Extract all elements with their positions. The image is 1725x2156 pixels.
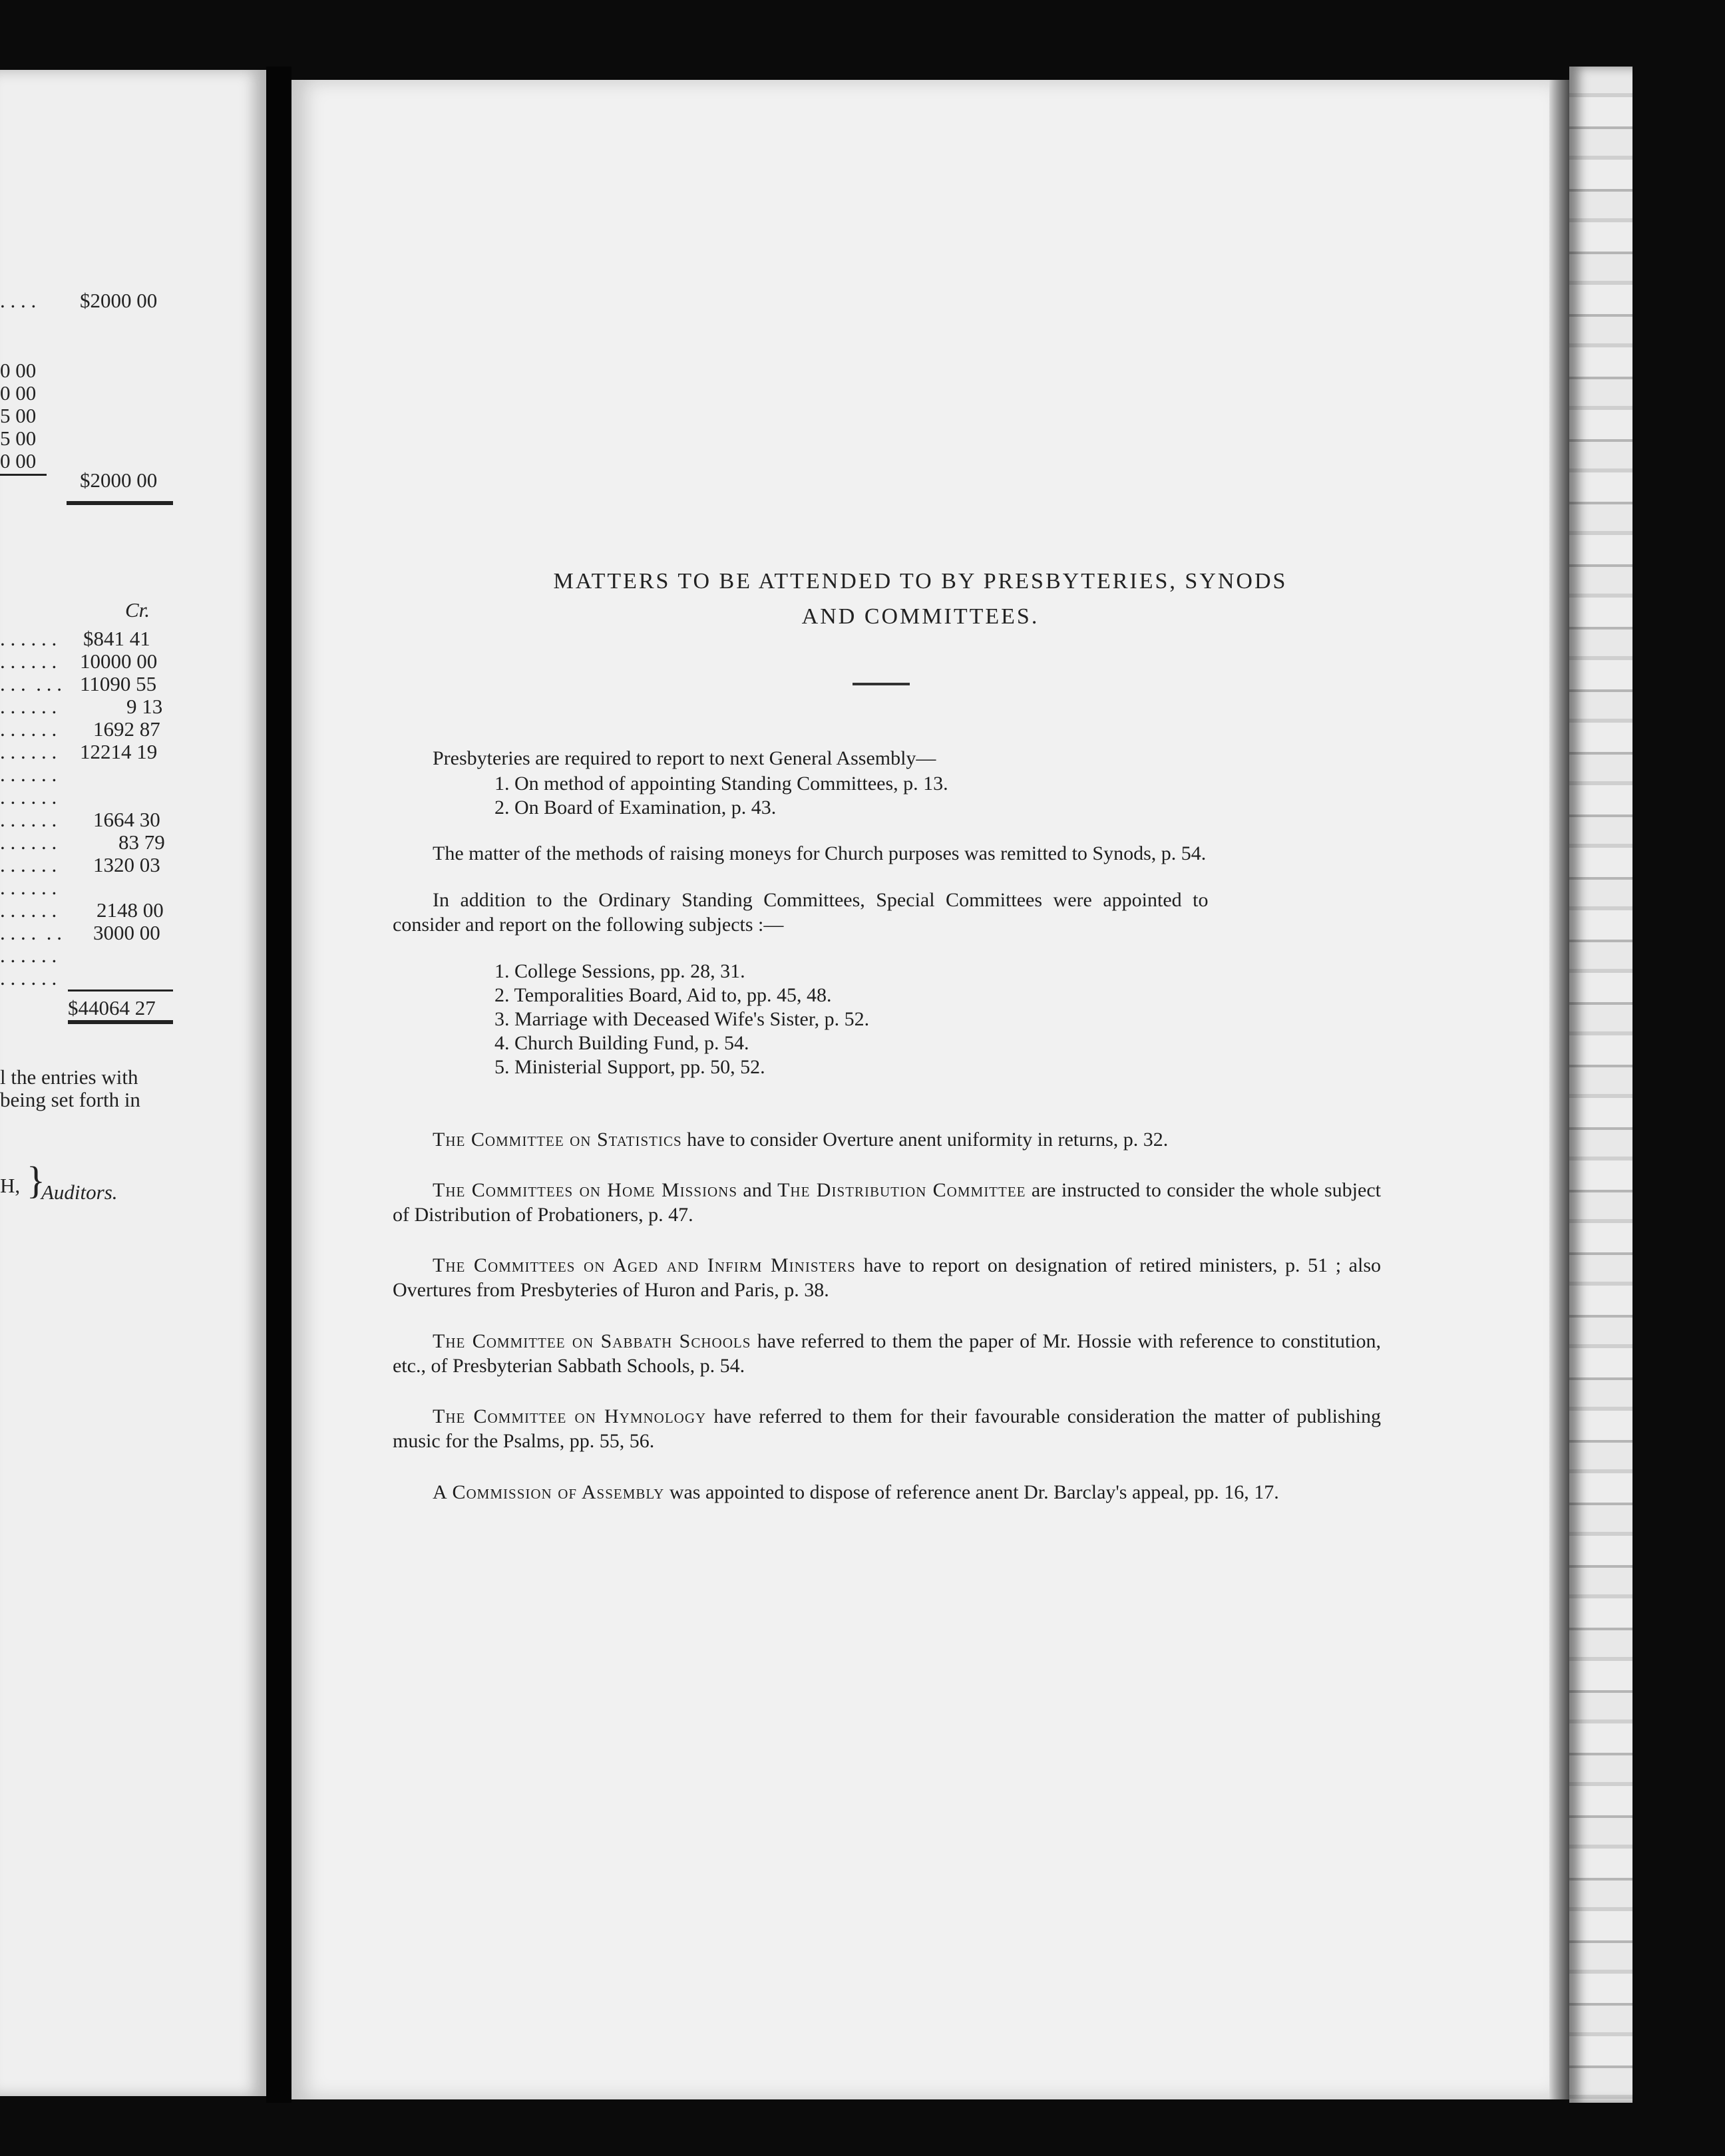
presbyteries-item: 1. On method of appointing Standing Committees, p. 13. [494,773,948,795]
leader-dots: . . . . . . [0,966,57,989]
leader-dots: . . . . . . [0,785,57,808]
page-edge-shadow [1549,80,1569,2099]
page-stack-edge [1569,67,1632,2103]
cr-amount: $841 41 [83,627,150,650]
leader-dots: . . . . . . [0,921,62,944]
leader-dots: . . . . . . [0,672,62,695]
note-line: being set forth in [0,1088,140,1111]
partial-amount: 5 00 [0,427,37,450]
leader-dots: . . . . . . [0,717,57,741]
book-gutter [266,67,291,2103]
hymnology-paragraph [393,1404,1381,1453]
sum-rule [0,474,47,476]
subject-item: 1. College Sessions, pp. 28, 31. [494,960,745,982]
cr-amount: 1664 30 [93,808,160,831]
subject-item: 5. Ministerial Support, pp. 50, 52. [494,1056,765,1078]
cr-amount: 2148 00 [96,898,164,922]
committee-name: The Committees on Aged and Infirm Ministers [433,1254,856,1276]
sum-rule [68,989,173,991]
sabbath-schools-paragraph [393,1329,1381,1378]
leader-dots: . . . . . . [0,649,57,673]
leader-dots: . . . . . . [0,763,57,786]
special-committees-line1: In addition to the Ordinary Standing Committees, Special Committees were appointed to [433,889,1209,911]
page-title-line1: MATTERS TO BE ATTENDED TO BY PRESBYTERIES, SYNODS [553,569,1288,594]
aged-ministers-paragraph [393,1253,1381,1302]
main-page [291,80,1549,2099]
subject-item: 4. Church Building Fund, p. 54. [494,1032,749,1054]
subject-item: 3. Marriage with Deceased Wife's Sister, p. 52. [494,1008,870,1030]
partial-amount: 0 00 [0,449,37,472]
cr-amount: 1320 03 [93,853,160,876]
leader-dots: . . . . . . [0,944,57,967]
home-missions-paragraph [393,1178,1381,1227]
double-rule [68,1020,173,1024]
title-divider [853,683,910,685]
paragraph-text: have to report on designation of retired ministers, p. 51 ; also Overtures from Presbyteries of Huron and Paris, p. 38. [393,1254,1382,1301]
paragraph-text: was appointed to dispose of reference anent Dr. Barclay's appeal, pp. 16, 17. [664,1481,1279,1503]
brace-glyph: } [27,1159,45,1202]
auditors-label: Auditors. [41,1180,118,1204]
partial-amount: 0 00 [0,359,37,382]
cr-amount: 12214 19 [80,740,158,763]
special-committees-line2: consider and report on the following subjects :— [393,914,784,936]
auditors-prefix: H, [0,1174,21,1197]
paragraph-text: have referred to them for their favourable consideration the matter of publishing music for the Psalms, pp. 55, 56. [393,1405,1382,1452]
leader-dots: . . . . . . [0,740,57,763]
commission-paragraph [393,1480,1381,1505]
presbyteries-intro: Presbyteries are required to report to next General Assembly— [433,747,936,769]
total-top: $2000 00 [80,289,158,312]
page-title-line2: AND COMMITTEES. [801,604,1040,629]
leader-dots: . . . . . . [0,627,57,650]
total-bottom: $2000 00 [80,468,158,492]
partial-amount: 5 00 [0,404,37,427]
presbyteries-item: 2. On Board of Examination, p. 43. [494,797,777,818]
leader-dots: . . . . . . [0,898,57,922]
leader-dots: . . . . . . [0,808,57,831]
synods-paragraph: The matter of the methods of raising moneys for Church purposes was remitted to Synods, p. 54. [433,842,1207,864]
partial-amount: 0 00 [0,381,37,405]
left-facing-page [0,70,266,2096]
statistics-paragraph [393,1127,1381,1152]
cr-label: Cr. [125,598,150,622]
leader-dots: . . . . . . [0,876,57,899]
cr-amount: 10000 00 [80,649,158,673]
note-line: l the entries with [0,1065,138,1089]
cr-amount: 1692 87 [93,717,160,741]
leader-dots: . . . . . . [0,695,57,718]
cr-amount: 3000 00 [93,921,160,944]
subject-item: 2. Temporalities Board, Aid to, pp. 45, 48. [494,984,832,1006]
committee-name: A Commission of Assembly [433,1481,665,1503]
leader-dots: . . . . . . [0,853,57,876]
paragraph-text: have referred to them the paper of Mr. Hossie with reference to constitution, etc., of Presbyterian Sabbath Schools, p. 54. [393,1330,1381,1377]
leader-dots: . . . . [0,289,37,312]
committee-name: The Committee on Hymnology [433,1405,707,1427]
double-rule [67,501,173,505]
committee-name: The Distribution Committee [777,1179,1026,1201]
committee-name: The Committee on Statistics [433,1129,682,1151]
leader-dots: . . . . . . [0,830,57,854]
committee-name: The Committee on Sabbath Schools [433,1330,751,1352]
cr-amount: 11090 55 [80,672,157,695]
paragraph-text: and [737,1179,778,1201]
paragraph-text: are instructed to consider the whole subject of Distribution of Probationers, p. 47. [393,1179,1381,1226]
cr-total: $44064 27 [68,996,156,1019]
cr-amount: 83 79 [118,830,165,854]
committee-name: The Committees on Home Missions [433,1179,738,1201]
paragraph-text: have to consider Overture anent uniformity in returns, p. 32. [681,1129,1169,1151]
cr-amount: 9 13 [126,695,163,718]
